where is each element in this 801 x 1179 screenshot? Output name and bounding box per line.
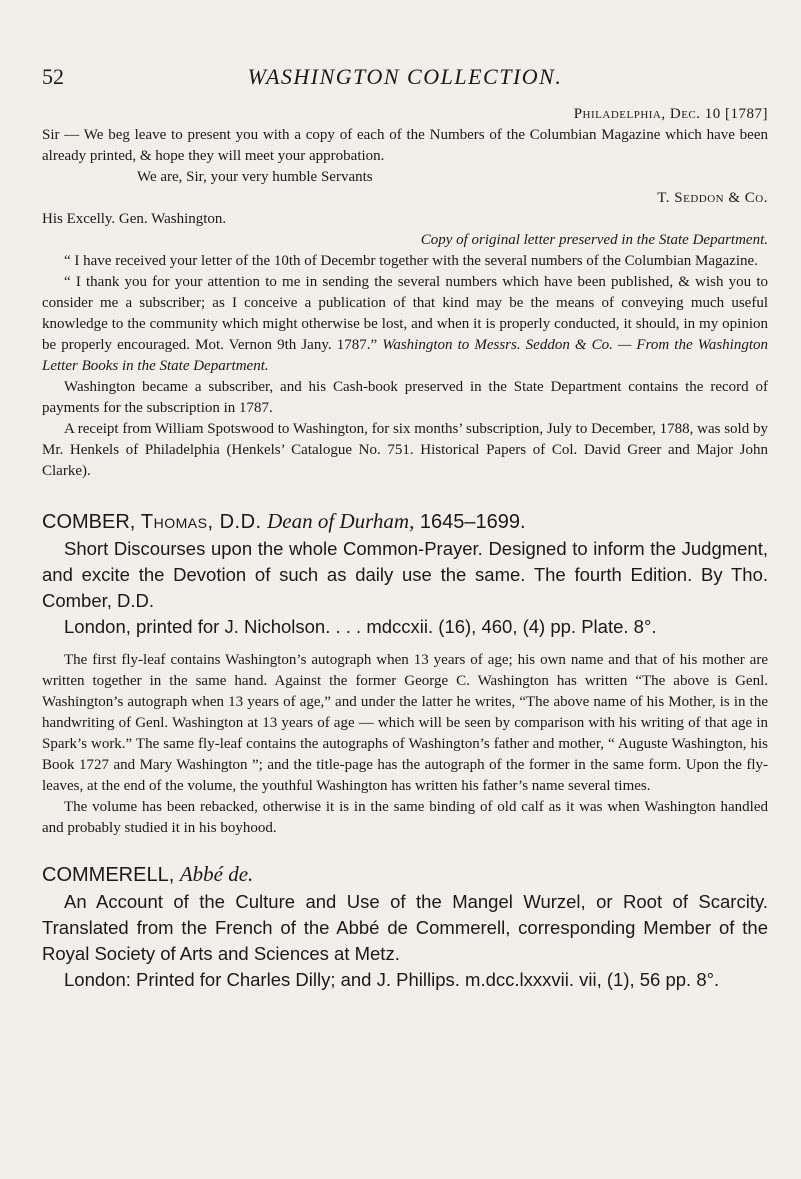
- entry-title: Short Discourses upon the whole Common-Prayer. Designed to inform the Judgment, and excite the Devotion of such as daily use the same. The fourth Edition. By Tho. Comber, D.D.: [42, 538, 768, 611]
- letter-closing: We are, Sir, your very humble Servants: [137, 169, 373, 185]
- note-subscriber: Washington became a subscriber, and his Cash-book preserved in the State Department contains the record of payments for the subscription in 1787.: [42, 379, 768, 416]
- entry-author-dates: 1645–1699.: [419, 511, 526, 533]
- letter-section: [42, 104, 768, 482]
- entry-heading: [42, 508, 768, 536]
- entry-note: The volume has been rebacked, otherwise it is in the same binding of old calf as it was when Washington handled and probably studied it in his boyhood.: [42, 799, 768, 836]
- letter-signature: T. Seddon & Co.: [657, 190, 768, 206]
- quote-text: “ I thank you for your attention to me in sending the several numbers which have been published, & wish you to consider me a subscriber; as I conceive a publication of that kind may be the means of conveying much useful knowledge to the community which might otherwise be lost, and when it is properly conducted, it should, in my opinion be properly encouraged. Mot. Vernon 9th Jany. 1787.”: [42, 274, 768, 353]
- letter-dateline: Philadelphia, Dec. 10 [1787]: [573, 106, 768, 122]
- entry-note: The first fly-leaf contains Washington’s autograph when 13 years of age; his own name and that of his mother are written together in the same hand. Against the former George C. Washington has written “The above is Genl. Washington’s autograph when 13 years of age,” and under the latter he writes, “The above name of his Mother, is in the handwriting of Genl. Washington at 13 years of age — which will be seen by comparison with his writing of that age in Spark’s work.” The same fly-leaf contains the autographs of Washington’s father and mother, “ Auguste Washington, his Book 1727 and Mary Washington ”; and the title-page has the autograph of the former in the same form. Upon the fly-leaves, at the end of the volume, the youthful Washington has written his father’s name several times.: [42, 652, 768, 794]
- note-receipt: A receipt from William Spotswood to Washington, for six months’ subscription, July to December, 1788, was sold by Mr. Henkels of Philadelphia (Henkels’ Catalogue No. 751. Historical Papers of Col. David Greer and Major John Clarke).: [42, 421, 768, 479]
- running-head: [42, 60, 768, 94]
- entry-imprint: London, printed for J. Nicholson. . . . mdccxii. (16), 460, (4) pp. Plate. 8°.: [64, 616, 657, 637]
- entry-commerell: [42, 861, 768, 993]
- book-page: [42, 60, 768, 993]
- letter-body: Sir — We beg leave to present you with a copy of each of the Numbers of the Columbian Magazine which have been already printed, & hope they will meet your approbation.: [42, 127, 768, 164]
- entry-comber: [42, 508, 768, 839]
- letter-addressee: His Excelly. Gen. Washington.: [42, 211, 227, 227]
- copy-heading: Copy of original letter preserved in the State Department.: [420, 232, 768, 248]
- quote-source: Washington to Messrs. Seddon & Co. — From the Washington Letter Books in the State Department.: [42, 337, 768, 374]
- entry-imprint: London: Printed for Charles Dilly; and J. Phillips. m.dcc.lxxxvii. vii, (1), 56 pp. 8°.: [64, 969, 720, 990]
- entry-author-role: Dean of Durham,: [267, 509, 415, 533]
- entry-author-surname: COMBER,: [42, 511, 136, 533]
- quote-paragraph-2: [42, 272, 768, 377]
- entry-author-surname: COMMERELL,: [42, 864, 175, 886]
- page-number: 52: [42, 64, 64, 89]
- entry-heading: [42, 861, 768, 889]
- entry-author-forename: Abbé de.: [179, 862, 254, 886]
- entry-title: An Account of the Culture and Use of the Mangel Wurzel, or Root of Scarcity. Translated from the French of the Abbé de Commerell, corresponding Member of the Royal Society of Arts and Sciences at Metz.: [42, 891, 768, 964]
- quote-paragraph-1: “ I have received your letter of the 10th of Decembr together with the several numbers of the Columbian Magazine.: [64, 253, 758, 269]
- running-title: WASHINGTON COLLECTION.: [247, 64, 563, 89]
- entry-author-forename: Thomas, D.D.: [140, 511, 262, 533]
